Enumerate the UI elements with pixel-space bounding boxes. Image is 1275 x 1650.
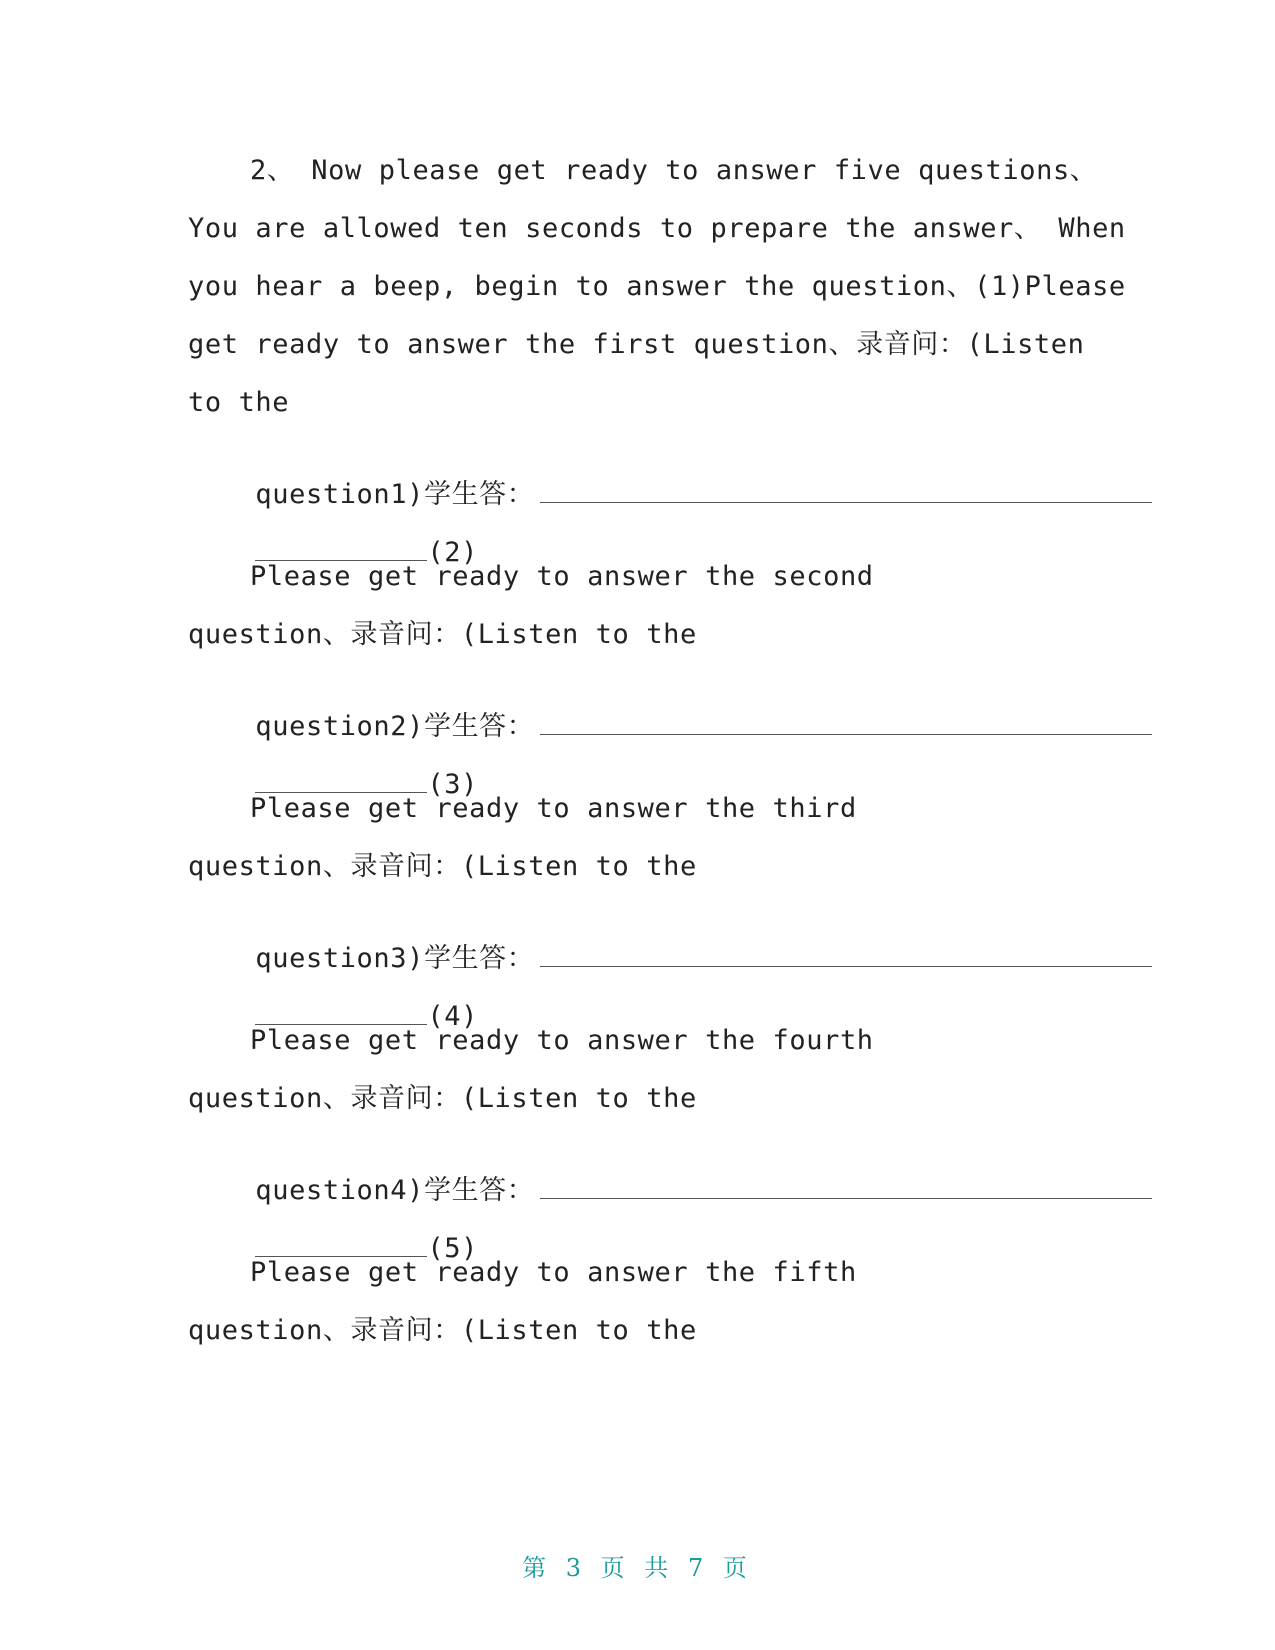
q5-line-1: Please get ready to answer the fifth [250,1257,857,1288]
answer-blank-2[interactable] [540,712,1152,735]
q4-line-1: Please get ready to answer the fourth [250,1025,874,1056]
q2-line-1: Please get ready to answer the second [250,561,874,592]
q2-line-2: question、录音问：(Listen to the [188,619,697,650]
answer-blank-4[interactable] [540,1176,1152,1199]
answer-prompt-2: question2)学生答： [255,711,535,742]
q3-line-2: question、录音问：(Listen to the [188,851,697,882]
question-marker-3: (3) [427,769,478,800]
answer-blank-1-cont[interactable] [255,538,427,561]
answer-blank-4-cont[interactable] [255,1234,427,1257]
question-marker-4: (4) [427,1001,478,1032]
intro-line-2: You are allowed ten seconds to prepare the answer、 When [188,213,1126,244]
answer-prompt-1: question1)学生答： [255,479,535,510]
question-marker-2: (2) [427,537,478,568]
intro-line-3: you hear a beep, begin to answer the question、(1)Please [188,271,1126,302]
answer-prompt-4: question4)学生答： [255,1175,535,1206]
intro-line-5: to the [188,387,290,418]
q3-line-1: Please get ready to answer the third [250,793,857,824]
question-marker-5: (5) [427,1233,478,1264]
page-footer: 第 3 页 共 7 页 [522,1554,753,1582]
q4-line-2: question、录音问：(Listen to the [188,1083,697,1114]
answer-blank-3-cont[interactable] [255,1002,427,1025]
intro-line-4: get ready to answer the first question、录音问：(Listen [188,329,1085,360]
intro-line-1: 2、 Now please get ready to answer five questions、 [250,155,1098,186]
answer-prompt-3: question3)学生答： [255,943,535,974]
answer-blank-3[interactable] [540,944,1152,967]
answer-blank-1[interactable] [540,480,1152,503]
q5-line-2: question、录音问：(Listen to the [188,1315,697,1346]
answer-blank-2-cont[interactable] [255,770,427,793]
